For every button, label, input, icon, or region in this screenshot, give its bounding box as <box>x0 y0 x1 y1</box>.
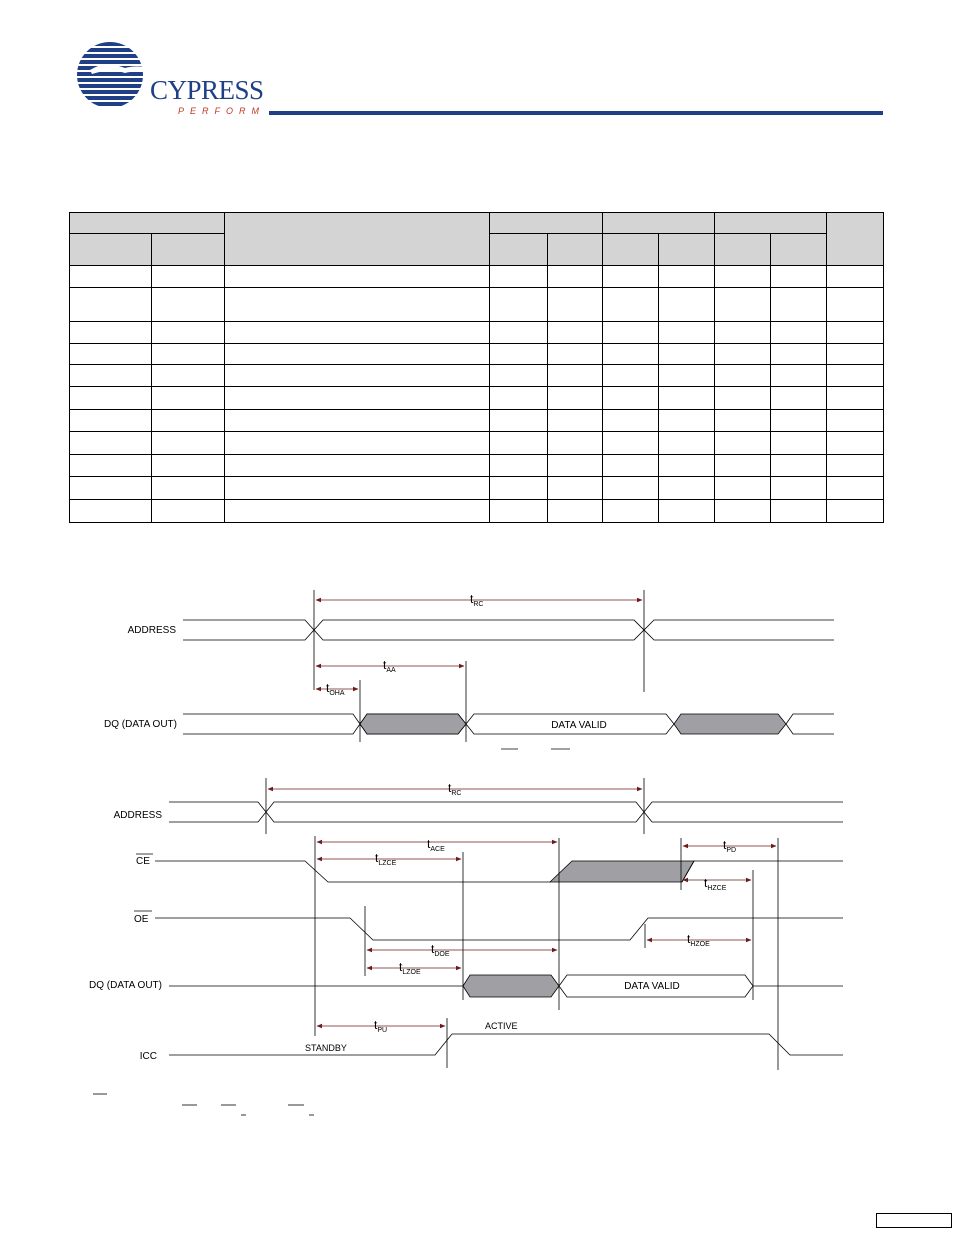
diagram2-trc-label: $t_{RC}$ <box>448 781 462 797</box>
diagram2-tlzoe-label: $t_{LZOE}$ <box>399 960 421 976</box>
diagram2-tlzce-label: $t_{LZCE}$ <box>375 851 397 867</box>
diagram2-dq-signal <box>169 975 843 997</box>
diagram2-standby: STANDBY <box>305 1043 347 1053</box>
diagram2-dq-label: DQ (DATA OUT) <box>89 980 162 991</box>
diagram2-tpu-label: $t_{PU}$ <box>374 1018 388 1034</box>
diagram2-thzce-label: $t_{HZCE}$ <box>704 876 727 892</box>
diagram2-tace-label: $t_{ACE}$ <box>427 837 445 853</box>
diagram2-active: ACTIVE <box>485 1021 518 1031</box>
brand-name: CYPRESS <box>150 75 264 105</box>
diagram1-trc-label: $t_{RC}$ <box>470 592 484 608</box>
diagram1-dq-signal <box>183 714 834 734</box>
diagram2-ce-signal <box>155 861 550 882</box>
diagram2-oe-signal <box>155 918 843 940</box>
diagram2-icc-signal <box>169 1034 843 1055</box>
diagram2-ce-label: CE <box>136 856 150 867</box>
diagram2-address-signal <box>169 802 843 822</box>
diagram2-icc-label: ICC <box>139 1051 157 1062</box>
brand-tagline: PERFORM <box>178 106 265 116</box>
diagram1-toha-label: $t_{OHA}$ <box>326 681 345 697</box>
page-footer-box <box>876 1213 952 1228</box>
diagram1-address-label: ADDRESS <box>127 625 176 636</box>
diagram1-data-valid: DATA VALID <box>551 720 607 731</box>
diagram1-taa-label: $t_{AA}$ <box>383 658 396 674</box>
diagram1-dq-label: DQ (DATA OUT) <box>104 719 177 730</box>
diagram2-address-label: ADDRESS <box>113 810 162 821</box>
diagram2-tpd-label: $t_{PD}$ <box>723 838 737 854</box>
diagram1-address-signal <box>183 620 834 640</box>
diagram2-thzoe-label: $t_{HZOE}$ <box>687 932 710 948</box>
diagram2-tdoe-label: $t_{DOE}$ <box>431 942 450 958</box>
diagram2-data-valid: DATA VALID <box>624 981 680 992</box>
diagram2-oe-label: OE <box>134 914 149 925</box>
